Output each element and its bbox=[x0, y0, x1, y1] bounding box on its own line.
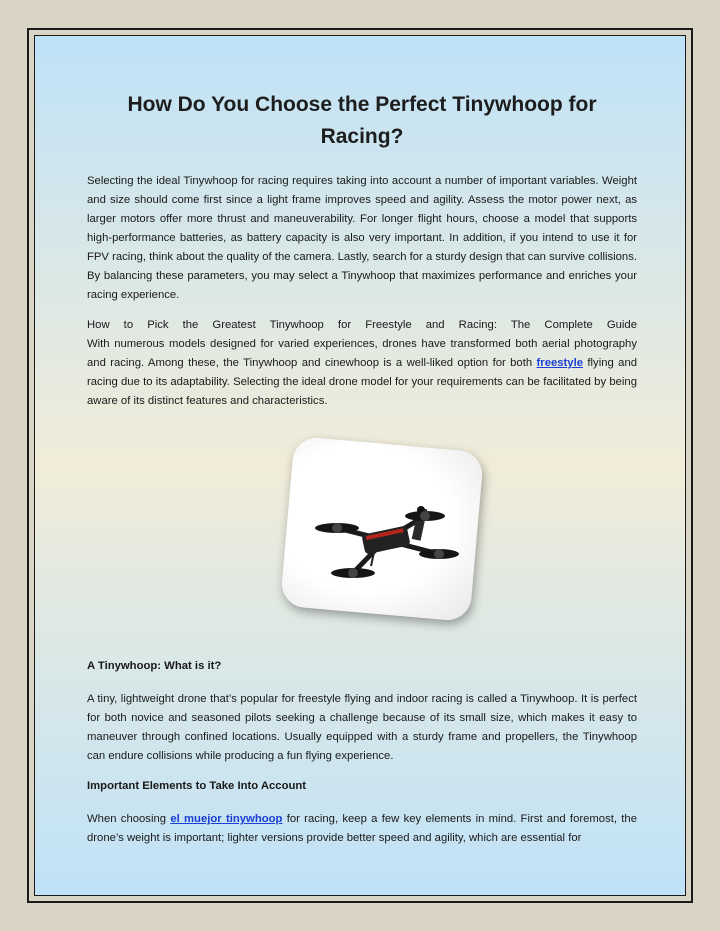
section2-heading: Important Elements to Take Into Account bbox=[87, 780, 307, 792]
freestyle-link[interactable]: freestyle bbox=[536, 357, 584, 369]
page bbox=[34, 35, 686, 896]
page-title: How Do You Choose the Perfect Tinywhoop for Racing? bbox=[127, 93, 597, 148]
article-lower bbox=[87, 657, 637, 859]
section2-text-after: for racing, keep a few key elements in mind. First and foremost, the drone’s weight is important; lighter versions provide better speed and agility, which are essential for bbox=[87, 813, 637, 844]
guide-text-before: With numerous models designed for varied experiences, drones have transformed both aerial photography and racing. Among these, the Tinywhoop and cinewhoop is a well-liked option for both bbox=[87, 338, 637, 369]
guide-paragraph bbox=[87, 335, 637, 411]
section2-paragraph bbox=[87, 810, 637, 848]
drone-icon bbox=[275, 436, 495, 626]
intro-paragraph: Selecting the ideal Tinywhoop for racing requires taking into account a number of important variables. Weight and size should come first since a light frame improves speed and agility. Assess the motor power next, as larger motors offer more thrust and maneuverability. For longer flight hours, choose a model that supports high-performance batteries, as battery capacity is also very important. In addition, if you intend to use it for FPV racing, think about the quality of the camera. Lastly, search for a sturdy design that can survive collisions. By balancing these parameters, you may select a Tinywhoop that maximizes performance and enriches your racing experience. bbox=[87, 175, 637, 301]
tinywhoop-link[interactable]: el muejor tinywhoop bbox=[170, 813, 283, 825]
section1-paragraph: A tiny, lightweight drone that’s popular for freestyle flying and indoor racing is called a Tinywhoop. It is perfect for both novice and seasoned pilots seeking a challenge because of its small size, which makes it easy to maneuver through confined locations. Usually equipped with a sturdy frame and propellers, the Tinywhoop can endure collisions while producing a fun flying experience. bbox=[87, 693, 637, 762]
guide-heading-line: How to Pick the Greatest Tinywhoop for Freestyle and Racing: The Complete Guide bbox=[87, 319, 637, 331]
article bbox=[87, 89, 637, 422]
guide-text-after: flying and racing due to its adaptability. Selecting the ideal drone model for your requirements can be facilitated by being aware of its distinct features and characteristics. bbox=[87, 357, 638, 407]
page-border bbox=[27, 28, 693, 903]
section1-heading: A Tinywhoop: What is it? bbox=[87, 660, 222, 672]
drone-image bbox=[275, 436, 495, 626]
section2-text-before: When choosing bbox=[87, 813, 171, 825]
